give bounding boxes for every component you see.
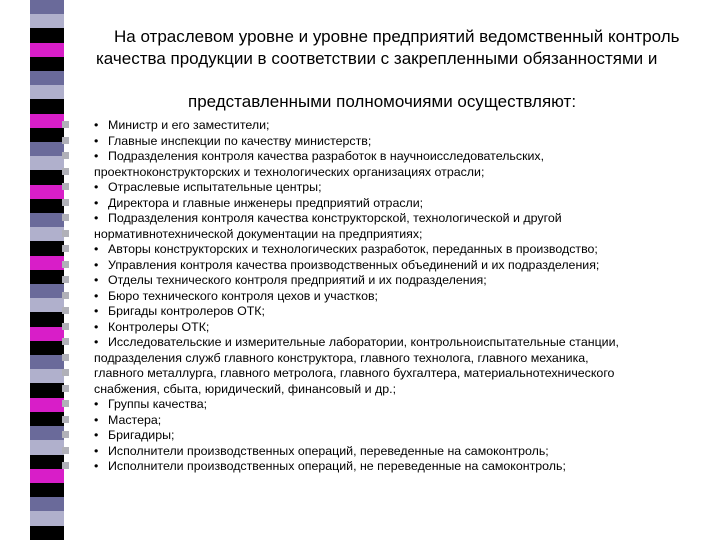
stripe-block: [30, 497, 64, 511]
bullet-glyph: •: [94, 180, 99, 194]
list-item-text: Бюро технического контроля цехов и участков;: [108, 288, 378, 303]
bullet-glyph: •: [94, 133, 99, 148]
list-item: [94, 165, 714, 181]
list-item-text: снабжения, сбыта, юридический, финансовый и др.;: [94, 381, 397, 396]
list-item-text: Бригады контролеров ОТК;: [108, 304, 265, 318]
list-item: [94, 459, 714, 475]
stripe-block: [30, 128, 64, 142]
square-bullet-icon: [62, 121, 69, 128]
list-item: [94, 273, 714, 289]
stripe-block: [30, 440, 64, 454]
list-item-text: Исполнители производственных операций, не переведенные на самоконтроль;: [108, 459, 566, 473]
stripe-block: [30, 241, 64, 255]
list-item: [94, 118, 714, 134]
list-item: [94, 366, 714, 382]
list-item: [94, 428, 714, 444]
list-item: [94, 382, 714, 398]
list-item-text: Отраслевые испытательные центры;: [108, 180, 322, 194]
title-line-2: качества продукции в соответствии с закрепленными обязанностями и: [96, 49, 658, 68]
list-item-text: Группы качества;: [108, 397, 208, 411]
bullet-glyph: •: [94, 428, 99, 442]
list-item: [94, 211, 714, 227]
stripe-block: [30, 14, 64, 28]
stripe-block: [30, 426, 64, 440]
list-item-text: проектноконструкторских и технологических организациях отрасли;: [94, 164, 485, 179]
bullet-glyph: •: [94, 242, 99, 256]
square-bullet-icon: [62, 462, 69, 469]
list-item-text: подразделения служб главного конструктора, главного технолога, главного механика,: [94, 350, 589, 365]
list-item-text: Подразделения контроля качества разработок в научноисследовательских,: [108, 149, 545, 163]
list-item: [94, 289, 714, 305]
square-bullet-icon: [62, 168, 69, 175]
list-item-text: Подразделения контроля качества конструкторской, технологической и другой: [108, 211, 562, 225]
square-bullet-icon: [62, 230, 69, 237]
bullet-glyph: •: [94, 335, 99, 349]
list-item-text: Исследовательские и измерительные лаборатории, контрольноиспытательные станции,: [108, 335, 619, 349]
stripe-block: [30, 57, 64, 71]
list-item: [94, 304, 714, 320]
list-item: [94, 335, 714, 351]
slide-title: [96, 26, 716, 70]
title-line-1: На отраслевом уровне и уровне предприятий ведомственный контроль: [114, 27, 680, 46]
square-bullet-icon: [62, 431, 69, 438]
list-item-text: Директора и главные инженеры предприятий отрасли;: [108, 195, 424, 210]
list-item: [94, 397, 714, 413]
square-bullet-icon: [62, 307, 69, 314]
list-item: [94, 149, 714, 165]
stripe-block: [30, 28, 64, 42]
stripe-block: [30, 85, 64, 99]
square-bullet-icon: [62, 323, 69, 330]
square-bullet-icon: [62, 276, 69, 283]
stripe-block: [30, 511, 64, 525]
bullet-glyph: •: [94, 257, 99, 272]
stripe-block: [30, 170, 64, 184]
stripe-block: [30, 256, 64, 270]
decorative-stripe: [30, 0, 64, 540]
list-item-text: Министр и его заместители;: [108, 118, 270, 132]
list-item-text: Мастера;: [108, 412, 162, 427]
list-item: [94, 320, 714, 336]
square-bullet-icon: [62, 292, 69, 299]
stripe-block: [30, 114, 64, 128]
bullet-glyph: •: [94, 211, 99, 225]
stripe-block: [30, 199, 64, 213]
list-item: [94, 227, 714, 243]
stripe-block: [30, 284, 64, 298]
list-item-text: главного металлурга, главного метролога, главного бухгалтера, материальнотехнического: [94, 366, 615, 380]
square-bullet-icon: [62, 137, 69, 144]
square-bullet-icon: [62, 152, 69, 159]
stripe-block: [30, 270, 64, 284]
square-bullet-icon: [62, 245, 69, 252]
square-bullet-icon: [62, 183, 69, 190]
bullet-glyph: •: [94, 118, 99, 132]
list-item-text: Исполнители производственных операций, переведенные на самоконтроль;: [108, 443, 549, 458]
list-item-text: Отделы технического контроля предприятий и их подразделения;: [108, 273, 487, 287]
list-item-text: Контролеры ОТК;: [108, 319, 210, 334]
list-item-text: Бригадиры;: [108, 428, 175, 442]
body-list: [94, 118, 714, 475]
bullet-glyph: •: [94, 149, 99, 163]
title-line-3: представленными полномочиями осуществляют:: [188, 92, 577, 111]
stripe-block: [30, 398, 64, 412]
square-bullet-icon: [62, 338, 69, 345]
stripe-block: [30, 355, 64, 369]
list-item: [94, 242, 714, 258]
bullet-glyph: •: [94, 443, 99, 458]
square-bullet-icon: [62, 354, 69, 361]
list-item-text: Управления контроля качества производственных объединений и их подразделения;: [108, 257, 600, 272]
stripe-block: [30, 341, 64, 355]
stripe-block: [30, 185, 64, 199]
stripe-block: [30, 327, 64, 341]
list-item: [94, 413, 714, 429]
list-item: [94, 444, 714, 460]
square-bullet-icon: [62, 447, 69, 454]
bullet-glyph: •: [94, 412, 99, 427]
square-bullet-icon: [62, 385, 69, 392]
stripe-block: [30, 227, 64, 241]
stripe-block: [30, 526, 64, 540]
list-item: [94, 351, 714, 367]
square-bullet-icon: [62, 400, 69, 407]
stripe-block: [30, 213, 64, 227]
square-bullet-icon: [62, 416, 69, 423]
list-item-text: нормативнотехнической документации на предприятиях;: [94, 226, 423, 241]
square-bullet-icon: [62, 369, 69, 376]
list-item-text: Главные инспекции по качеству министерств;: [108, 133, 372, 148]
bullet-glyph: •: [94, 288, 99, 303]
square-bullet-icon: [62, 199, 69, 206]
stripe-block: [30, 369, 64, 383]
stripe-block: [30, 298, 64, 312]
stripe-block: [30, 455, 64, 469]
list-item: [94, 258, 714, 274]
square-bullet-icon: [62, 214, 69, 221]
stripe-block: [30, 71, 64, 85]
stripe-block: [30, 412, 64, 426]
list-item-text: Авторы конструкторских и технологических разработок, переданных в производство;: [108, 242, 598, 256]
stripe-block: [30, 99, 64, 113]
stripe-block: [30, 156, 64, 170]
list-item: [94, 180, 714, 196]
stripe-block: [30, 383, 64, 397]
bullet-glyph: •: [94, 304, 99, 318]
stripe-block: [30, 469, 64, 483]
bullet-glyph: •: [94, 273, 99, 287]
stripe-block: [30, 483, 64, 497]
stripe-block: [30, 142, 64, 156]
list-item: [94, 134, 714, 150]
stripe-block: [30, 0, 64, 14]
stripe-block: [30, 312, 64, 326]
list-item: [94, 196, 714, 212]
bullet-glyph: •: [94, 397, 99, 411]
stripe-block: [30, 43, 64, 57]
bullet-glyph: •: [94, 459, 99, 473]
bullet-glyph: •: [94, 319, 99, 334]
square-bullet-icon: [62, 261, 69, 268]
bullet-glyph: •: [94, 195, 99, 210]
